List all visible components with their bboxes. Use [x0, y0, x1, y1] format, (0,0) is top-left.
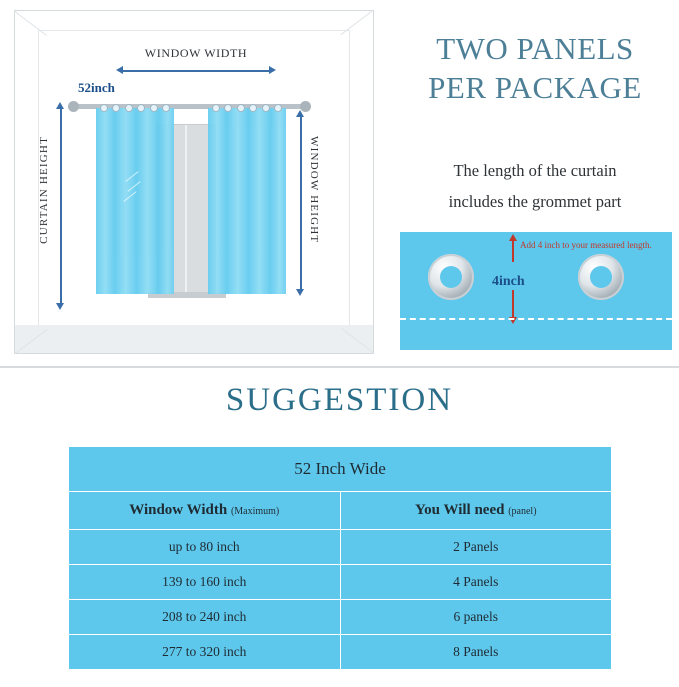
grommet-row [212, 104, 282, 113]
cell-panels: 8 Panels [340, 635, 612, 670]
measure-arrow-up-icon [512, 240, 514, 262]
table-title-row [69, 447, 612, 492]
cell-window-width: up to 80 inch [69, 530, 341, 565]
headline-line-1: TWO PANELS [436, 31, 634, 66]
cell-panels: 2 Panels [340, 530, 612, 565]
header-main-text: You Will need [414, 502, 505, 518]
panel-width-label: 52inch [78, 80, 115, 95]
grommet-icon [262, 104, 270, 112]
window-height-arrow [296, 110, 305, 296]
grommet-row [100, 104, 170, 113]
curtain-height-arrow [56, 102, 65, 310]
grommet-ring-icon [578, 254, 624, 300]
fabric-fold [123, 191, 136, 202]
subheadline-line-1: The length of the curtain [453, 161, 617, 180]
grommet-icon [224, 104, 232, 112]
curtain-panel-left [96, 108, 174, 294]
header-note-text: (Maximum) [230, 506, 280, 517]
window-mullion [185, 125, 187, 293]
section-divider [0, 366, 679, 368]
cell-window-width: 277 to 320 inch [69, 635, 341, 670]
headline [396, 30, 674, 108]
fabric-fold [127, 181, 140, 192]
grommet-icon [125, 104, 133, 112]
table-row [69, 565, 612, 600]
grommet-ring-icon [428, 254, 474, 300]
grommet-measure-label: 4inch [492, 274, 525, 289]
arrow-cap-bottom [56, 303, 64, 310]
cell-window-width: 208 to 240 inch [69, 600, 341, 635]
grommet-icon [249, 104, 257, 112]
grommet-icon [212, 104, 220, 112]
measure-arrow-down-icon [512, 290, 514, 318]
table-row [69, 635, 612, 670]
fabric-fold [125, 171, 138, 182]
grommet-icon [274, 104, 282, 112]
grommet-detail-panel [400, 232, 672, 350]
grommet-note: Add 4 inch to your measured length. [520, 240, 652, 250]
cell-window-width: 139 to 160 inch [69, 565, 341, 600]
grommet-icon [100, 104, 108, 112]
headline-line-2: PER PACKAGE [428, 69, 642, 105]
grommet-icon [237, 104, 245, 112]
arrow-bar [300, 116, 302, 290]
table-header-window-width [69, 492, 341, 530]
window-height-label: WINDOW HEIGHT [308, 136, 320, 244]
grommet-icon [150, 104, 158, 112]
curtain-panel-right [208, 108, 286, 294]
header-main-text: Window Width [129, 502, 228, 518]
grommet-icon [137, 104, 145, 112]
room-illustration [8, 6, 388, 358]
arrow-bar [60, 108, 62, 304]
subheadline-line-2: includes the grommet part [448, 192, 622, 212]
window-width-label: WINDOW WIDTH [144, 46, 248, 60]
curtain-height-label: CURTAIN HEIGHT [38, 136, 50, 244]
suggestion-title: SUGGESTION [225, 382, 454, 418]
table-row [69, 600, 612, 635]
rod-finial-right [300, 101, 311, 112]
room-floor [15, 325, 373, 353]
subheadline [392, 155, 678, 218]
grommet-icon [162, 104, 170, 112]
cell-panels: 4 Panels [340, 565, 612, 600]
arrow-cap-bottom [296, 289, 304, 296]
grommet-icon [112, 104, 120, 112]
rod-finial-left [68, 101, 79, 112]
header-note-text: (panel) [508, 506, 537, 517]
dashed-guide-line [400, 318, 672, 320]
suggestion-table [68, 446, 612, 670]
table-row [69, 530, 612, 565]
table-title: 52 Inch Wide [69, 447, 612, 492]
table-header-panels-needed [340, 492, 612, 530]
arrow-cap-right [269, 66, 276, 74]
window-width-arrow [116, 66, 276, 75]
cell-panels: 6 panels [340, 600, 612, 635]
table-header-row [69, 492, 612, 530]
arrow-bar [122, 70, 270, 72]
